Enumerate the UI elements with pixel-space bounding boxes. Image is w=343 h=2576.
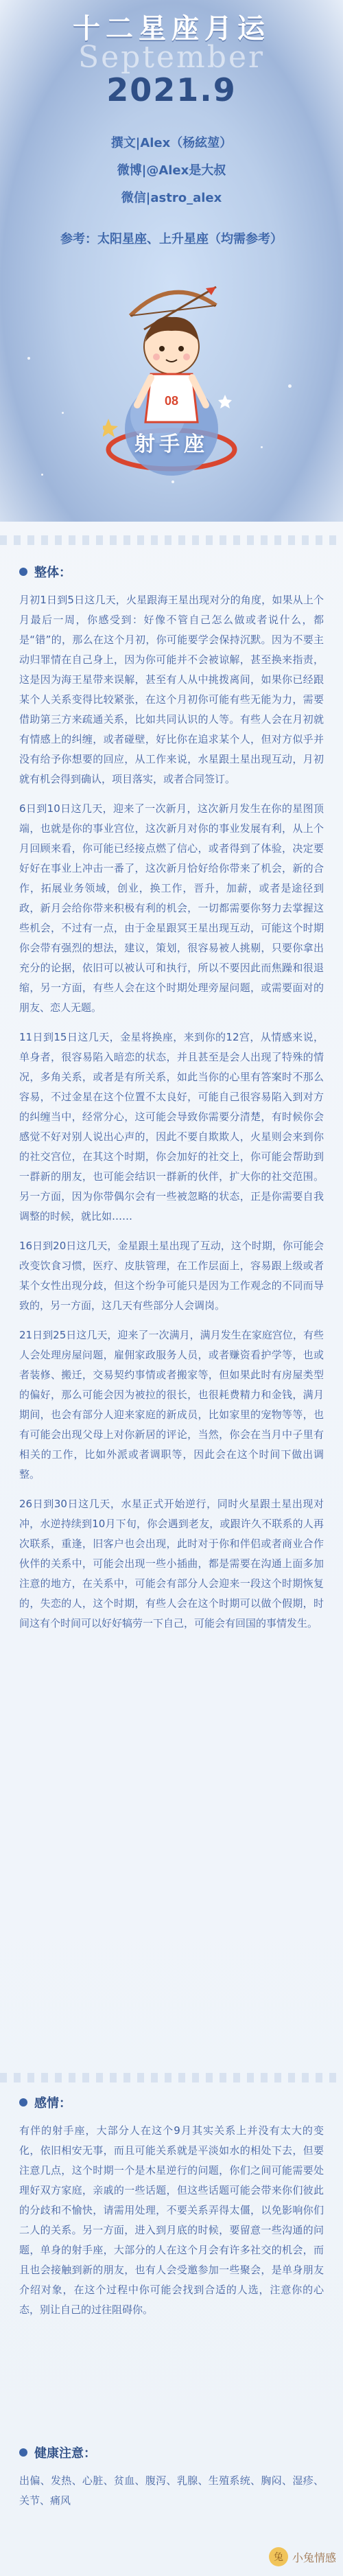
weibo-credit: 微博|@Alex是大叔	[117, 163, 226, 178]
month-word: September	[78, 40, 265, 75]
overall-paragraph: 月初1日到5日这几天，火星跟海王星出现对分的角度，如果从上个月最后一周，你感受到：好像不管自己怎么做或者说什么，都是“错”的，那么在这个月初，你可能要学会保持沉默。因为不要主动归罪情在自己身上，因为你可能并不会被谅解，甚至换来指责，这是因为海王星带来误解，甚至有人从中挑拨离间，如果你已经跟某个人关系变得比较紧张，在这个月初你可能有些无能为力，需要借助第三方来疏通关系，比如共同认识的人等。有些人会在月初就有情感上的纠缠，或者碰壁，好比你在追求某个人，但对方似乎并没有给予你想要的回应，从工作来说，水星跟土星出现互动，月初就有机会得到确认，项目落实，或者合同签订。	[19, 594, 324, 785]
watermark	[269, 2547, 336, 2566]
jersey-number: 08	[164, 394, 179, 408]
watermark-text: 小兔情感	[292, 2551, 336, 2564]
overall-paragraph: 26日到30日这几天，水星正式开始逆行，同时火星跟土星出现对冲，水逆持续到10月下旬，你会遇到老友，或跟许久不联系的人再次联系，重逢，旧客户也会出现，此时对于你和伴侣或者商业合作伙伴的关系中，可能会出现一些小插曲，都是需要在沟通上面多加注意的地方，在关系中，可能会有部分人会迎来一段这个时期恢复的，失恋的人，这个时期，有些人会在这个时期可以做个假期，时间这有个时间可以好好犒劳一下自己，可能会有回国的事情发生。	[19, 1498, 324, 1629]
health-heading	[19, 2444, 324, 2461]
overall-paragraph: 16日到20日这几天，金星跟土星出现了互动，这个时期，你可能会改变饮食习惯，医疗、皮肤管理，在工作层面上，容易跟上级或者某个女性出现分歧，但这个纷争可能只是因为工作观念的不同而导致的，另一方面，这几天有些部分人会调岗。	[19, 1240, 324, 1312]
bullet-dot-icon	[19, 568, 27, 576]
overall-section	[19, 563, 324, 1634]
hero-banner	[0, 0, 343, 522]
page-title: 十二星座月运	[73, 13, 270, 45]
love-heading	[19, 2093, 324, 2111]
overall-paragraph: 11日到15日这几天，金星将换座，来到你的12宫，从情感来说，单身者，很容易陷入暗恋的状态，并且甚至是会人出现了特殊的情况，多角关系，或者是有所关系，如此当你的心里有答案时不那么容易，不过金星在这个位置不太良好，可能自己很容易陷入到对方的纠缠当中，经常分心，这可能会导致你需要分清楚，有时候你会感觉不好对别人说出心声的，因此不要自欺欺人，火星则会来到你的社交宫位，在其这个时期，你会加好的社交上，你可能会帮助到一群新的朋友，也可能会结识一群新的伙伴，扩大你的社交范围。另一方面，因为你带偶尔会有一些被忽略的状态，正是你需要自我调整的时候，就比如……	[19, 1031, 324, 1222]
health-section	[19, 2444, 324, 2511]
sign-name: 射手座	[134, 432, 209, 456]
overall-paragraph: 6日到10日这几天，迎来了一次新月，这次新月发生在你的星图顶端，也就是你的事业宫位，这次新月对你的事业发展有利，从上个月回顾来看，你可能已经接点燃了信心，或者得到了体验，决定要好好在事业上冲击一番了，这次新月恰好给你带来了机会，新的合作，拓展业务领域，创业，换工作，晋升，加薪，或者是途径到政，新月会给你带来积极有利的机会，一切都需要你努力去掌握这些机会，不过有一点，由于金星跟冥王星出现互动，可能这个时期你会带有强烈的想法，建议，策划，很容易被人挑剔，只要你拿出充分的论据，依旧可以被认可和执行，所以不要因此而焦躁和很退缩，另一方面，有些人会在这个时期处理旁屋问题，或需要面对的朋友、恋人无题。	[19, 802, 324, 1014]
divider	[0, 2073, 343, 2082]
bullet-dot-icon	[19, 2098, 27, 2107]
overall-heading	[19, 563, 324, 581]
year-month: 2021.9	[106, 71, 237, 108]
reference-note: 参考：太阳星座、上升星座（均需参考）	[60, 232, 283, 246]
health-paragraph: 出偏、发热、心脏、贫血、腹泻、乳腺、生殖系统、胸闷、湿疹、关节、痛风	[19, 2474, 324, 2507]
love-heading-text: 感情：	[34, 2096, 71, 2111]
health-heading-text: 健康注意：	[34, 2446, 96, 2461]
love-section	[19, 2093, 324, 2320]
rabbit-logo-icon: 兔	[269, 2547, 288, 2566]
love-paragraph: 有伴的射手座，大部分人在这个9月其实关系上并没有太大的变化，依旧相安无事，而且可能关系就是平淡如水的相处下去，但要注意几点，这个时期一个是木星逆行的问题，你们之间可能需要处理好双方家庭，亲戚的一些话题，但这些话题可能会带来你们彼此的分歧和不愉快，请需用处理，不要关系弄得太僵，以免影响你们二人的关系。另一方面，进入到月底的时候，要留意一些沟通的问题，单身的射手座，大部分的人在这个月会有许多社交的机会，而且也会接触到新的朋友，也有人会受邀参加一些聚会，是单身朋友介绍对象，在这个过程中你可能会找到合适的人选，注意你的心态，别让自己的过往阻碍你。	[19, 2124, 324, 2316]
star-icon	[218, 395, 232, 408]
divider	[0, 535, 343, 545]
author-credit: 撰文|Alex（杨絃堃）	[110, 136, 233, 150]
wechat-credit: 微信|astro_alex	[121, 191, 222, 205]
overall-paragraph: 21日到25日这几天，迎来了一次满月，满月发生在家庭宫位，有些人会处理房屋问题，雇佣家政服务人员，或者赚资看护学等，也或者装修、搬迁，交易契约事情或者搬家等，但如果此时有房屋类型的偏好，那么可能会因为被拉的很长，也很耗费精力和金钱，满月期间，也会有部分人迎来家庭的新成员，比如家里的宠物等等，也有可能会出现父母上对你新居的评论，当然，你会在当月中子里有相关的工作，比如外派或者调职等，因此会在这个时间下做出调整。	[19, 1329, 324, 1481]
credits	[0, 124, 343, 216]
bullet-dot-icon	[19, 2448, 27, 2457]
overall-heading-text: 整体：	[34, 566, 71, 580]
sagittarius-illustration	[103, 275, 240, 501]
